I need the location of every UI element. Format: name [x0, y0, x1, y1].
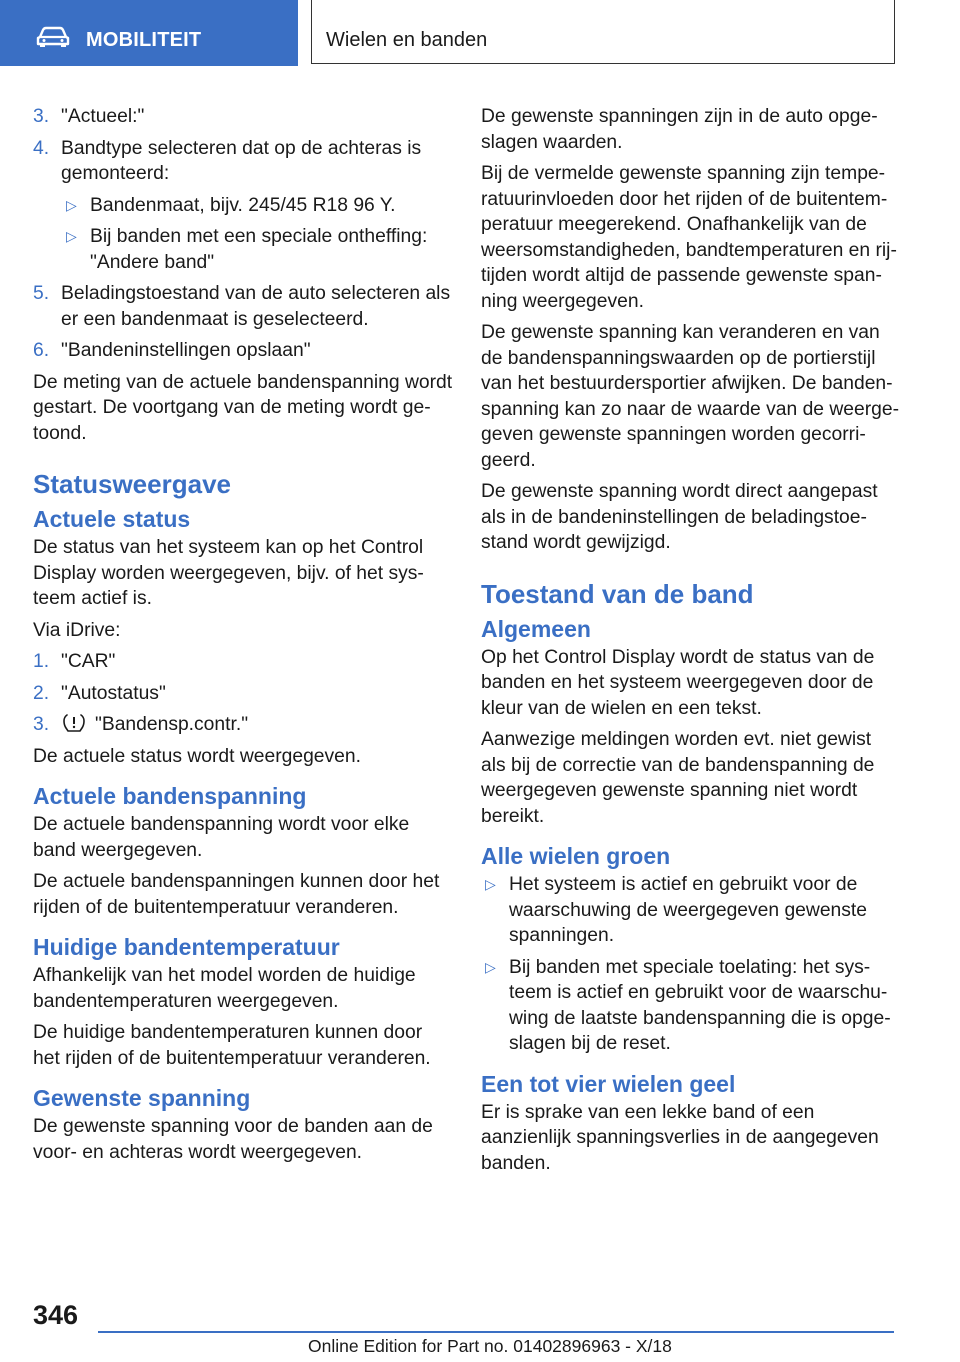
heading-statusweergave: Statusweergave — [33, 469, 231, 499]
list-item — [481, 955, 901, 1057]
paragraph: De gewenste spanning kan veranderen en van de bandenspanningswaarden op de portierstijl van het bestuurdersportier afwijken. De bandenspanning kan zo naar de waarde van de weergegeven gewenste spanningen worden gecorrigeerd. — [481, 322, 900, 471]
list-item — [33, 104, 453, 130]
paragraph: De gewenste spanning voor de banden aan de voor- en achteras wordt weergegeven. — [33, 1116, 433, 1163]
triangle-bullet-icon: ▷ — [485, 958, 496, 975]
step-number: 5. — [33, 283, 50, 304]
list-item — [33, 136, 453, 187]
paragraph: Bij de vermelde gewenste spanning zijn temperatuurinvloeden door het rijden of de buitentemperatuur meegerekend. Onafhankelijk van de weersomstandigheden, bandtemperaturen en rijtijden wordt altijd de passende gewenste spanning weergegeven. — [481, 163, 897, 312]
heading-actuele-status: Actuele status — [33, 506, 191, 532]
step-text: "CAR" — [61, 651, 116, 672]
triangle-bullet-icon: ▷ — [485, 876, 496, 892]
step-text: "Actueel:" — [61, 106, 145, 127]
heading-actuele-bandenspanning: Actuele bandenspanning — [33, 783, 307, 809]
paragraph: Er is sprake van een lekke band of een aanzienlijk spanningsverlies in de aangegeven banden. — [481, 1101, 879, 1174]
paragraph: De gewenste spanningen zijn in de auto opgeslagen waarden. — [481, 106, 878, 153]
step-text: Beladingstoestand van de auto selecteren als er een bandenmaat is geselecteerd. — [61, 283, 451, 330]
list-item — [33, 281, 453, 332]
paragraph: Afhankelijk van het model worden de huidige bandentemperaturen weergegeven. — [33, 965, 416, 1012]
footer-divider — [98, 1331, 894, 1333]
paragraph: De actuele bandenspanningen kunnen door het rijden of de buitentemperatuur veranderen. — [33, 871, 440, 918]
sub-item-text: Bij banden met een speciale ontheffing: "Andere band" — [90, 226, 428, 273]
chapter-title: Wielen en banden — [326, 29, 488, 51]
list-item-text: Bij banden met speciale toelating: het systeem is actief en gebruikt voor de waarschuwing de laatste bandenspanning die is opgeslagen bij de reset. — [509, 956, 891, 1054]
heading-alle-wielen-groen: Alle wielen groen — [481, 843, 671, 869]
section-tab[interactable] — [0, 0, 298, 66]
step-text: "Bandensp.contr." — [95, 714, 249, 735]
paragraph: De huidige bandentemperaturen kunnen door het rijden of de buitentemperatuur veranderen. — [33, 1022, 431, 1069]
list-item — [33, 681, 453, 707]
car-icon — [36, 26, 70, 48]
heading-een-tot-vier-wielen-geel: Een tot vier wielen geel — [481, 1070, 736, 1097]
step-number: 2. — [33, 682, 50, 704]
heading-toestand-van-de-band: Toestand van de band — [481, 578, 754, 609]
paragraph: Op het Control Display wordt de status van de banden en het systeem weergegeven door de kleur van de wielen en een tekst. — [481, 646, 875, 719]
paragraph: De actuele bandenspanning wordt voor elke band weergegeven. — [33, 814, 410, 861]
sub-list — [33, 193, 453, 276]
list-item — [33, 649, 453, 675]
step-text: "Bandeninstellingen opslaan" — [61, 340, 311, 361]
paragraph: Aanwezige meldingen worden evt. niet gewist als bij de correctie van de bandenspanning de weergegeven gewenste spanning niet wordt bereikt. — [481, 729, 875, 827]
heading-huidige-bandentemperatuur: Huidige bandentemperatuur — [33, 934, 340, 960]
sub-item-text: Bandenmaat, bijv. 245/45 R18 96 Y. — [90, 194, 396, 216]
heading-gewenste-spanning: Gewenste spanning — [33, 1085, 251, 1111]
page-header — [0, 0, 960, 66]
sub-list-item — [33, 193, 453, 219]
step-text: "Autostatus" — [61, 682, 166, 704]
edition-text[interactable]: Online Edition for Part no. 01402896963 - X/18 — [308, 1336, 672, 1356]
heading-algemeen: Algemeen — [481, 615, 591, 642]
list-item — [481, 872, 901, 949]
tire-pressure-warning-icon — [61, 712, 87, 734]
paragraph: De status van het systeem kan op het Control Display worden weergegeven, bijv. of het systeem actief is. — [33, 537, 424, 609]
paragraph: De meting van de actuele bandenspanning wordt gestart. De voortgang van de meting wordt getoond. — [33, 371, 453, 444]
sub-list-item — [33, 224, 453, 275]
triangle-bullet-icon: ▷ — [66, 196, 77, 213]
section-label: MOBILITEIT — [86, 29, 202, 51]
step-number: 3. — [33, 106, 50, 127]
triangle-bullet-icon: ▷ — [66, 228, 77, 244]
left-column — [33, 104, 453, 1171]
paragraph: De actuele status wordt weergegeven. — [33, 745, 361, 767]
step-number: 3. — [33, 714, 50, 735]
step-number: 4. — [33, 137, 50, 159]
chapter-header — [311, 0, 895, 64]
page-number: 346 — [33, 1300, 79, 1330]
step-number: 6. — [33, 340, 50, 361]
list-item — [33, 338, 453, 364]
step-text: Bandtype selecteren dat op de achteras is gemonteerd: — [61, 137, 422, 184]
paragraph: Via iDrive: — [33, 619, 121, 641]
list-item — [33, 712, 453, 738]
list-item-text: Het systeem is actief en gebruikt voor de waarschuwing de weergegeven gewenste spanningen. — [509, 874, 868, 946]
right-column — [481, 104, 901, 1182]
step-number: 1. — [33, 651, 50, 672]
paragraph: De gewenste spanning wordt direct aangepast als in de bandeninstellingen de beladingstoestand wordt gewijzigd. — [481, 481, 878, 553]
